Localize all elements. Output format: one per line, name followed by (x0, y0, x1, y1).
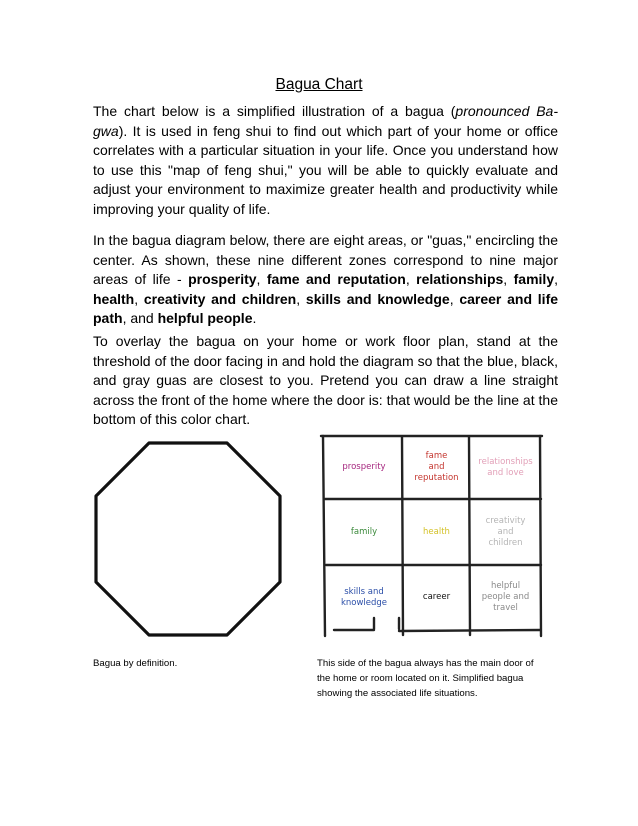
bagua-cell-line: knowledge (340, 597, 388, 608)
overlay-paragraph: To overlay the bagua on your home or work floor plan, stand at the threshold of the door facing in and hold the diagram so that the blue, black, and gray guas are closest to you. Pretend you can draw a line straight across the front of the home where the door is: that would be the line at the bottom of this color chart. (93, 333, 558, 428)
bagua-cell-creativity (470, 516, 541, 549)
areas-text: In the bagua diagram below, there are eight areas, or "guas," encircling the center. As shown, these nine different zones correspond to nine major areas of life - (93, 232, 558, 288)
term-helpful: helpful people (157, 310, 253, 327)
octagon-diagram (93, 440, 283, 638)
term-skills: skills and knowledge (305, 290, 450, 307)
bagua-cell-line: and (497, 526, 514, 537)
caption-octagon: Bagua by definition. (93, 658, 178, 669)
bagua-cell-line: travel (493, 603, 518, 613)
bagua-cell-line: relationships (478, 456, 533, 467)
term-career: career and life path (93, 290, 559, 327)
areas-paragraph: In the bagua diagram below, there are eight areas, or "guas," encircling the center. As shown, these nine different zones correspond to nine major areas of life - prosperity, fame and reputation, relationships, family, health, creativity and children, skills and knowledge, career and life path, and helpful people. (93, 232, 559, 327)
bagua-cell-line: career (422, 592, 451, 602)
bagua-cell-line: children (488, 537, 523, 548)
bagua-cell-line: family (350, 526, 378, 537)
document-title: Bagua Chart (275, 76, 363, 93)
intro-text-end: ). It is used in feng shui to find out which part of your home or office correlates with a particular situation in your life. Once you understand how to use this "map of feng shui," you will be able to quickly evaluate and adjust your environment to maximize greater health and productivity while improving your quality of life. (93, 122, 558, 217)
bagua-cell-relationships (470, 457, 541, 479)
bagua-cell-line: prosperity (342, 462, 386, 472)
bagua-cell-skills (325, 587, 403, 609)
term-health: health (93, 290, 135, 307)
term-family: family (513, 271, 555, 288)
bagua-cell-family (325, 527, 403, 538)
term-prosperity: prosperity (188, 271, 257, 288)
bagua-grid-diagram (314, 432, 548, 642)
intro-text-start: The chart below is a simplified illustration of a bagua ( (93, 103, 456, 119)
term-fame: fame and reputation (266, 271, 406, 288)
bagua-cell-line: helpful (490, 581, 521, 591)
pronunciation-text: pronounced Ba-gwa (93, 103, 558, 139)
bagua-cell-career (403, 592, 470, 603)
bagua-cell-health (403, 527, 470, 538)
bagua-cell-line: reputation (414, 473, 459, 483)
bagua-cell-fame (403, 451, 470, 484)
intro-paragraph (93, 102, 558, 220)
bagua-cell-helpful (470, 581, 541, 614)
bagua-cell-line: creativity (485, 515, 526, 526)
conjunction-text: , and (122, 310, 158, 327)
period-text: . (252, 310, 257, 327)
bagua-cell-line: people and (481, 592, 530, 602)
octagon-shape (96, 443, 280, 635)
term-creativity: creativity and children (143, 290, 297, 307)
bagua-cell-line: fame (425, 451, 448, 461)
bagua-cell-line: health (423, 526, 450, 537)
term-relationships: relationships (416, 271, 504, 288)
bagua-cell-line: and love (487, 467, 524, 478)
caption-bagua: This side of the bagua always has the main door of the home or room located on it. Simplified bagua showing the associated life situations. (317, 658, 534, 699)
bagua-cell-line: and (428, 462, 445, 472)
bagua-cell-line: skills and (344, 586, 384, 597)
bagua-cell-prosperity (325, 462, 403, 473)
